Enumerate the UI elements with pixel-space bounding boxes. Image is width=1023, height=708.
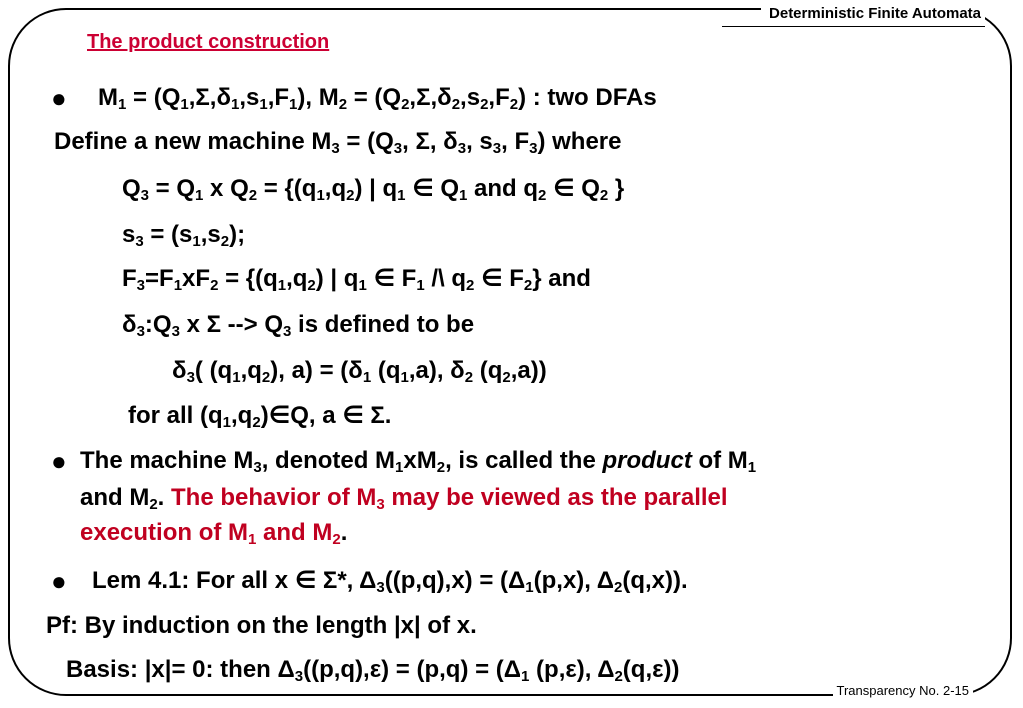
line-dfa-definitions: $M_1 = (Q_1,\Sigma,\delta_1,s_1,F_1)$, $M_2 = (Q_2,\Sigma,\delta_2,s_2,F_2)$ : two DFAs [98, 84, 657, 113]
line-product-2: and $M_2$. The behavior of $M_3$ may be viewed as the parallel [80, 484, 728, 513]
line-define-m3: Define a new machine $M_3 = (Q_3$, Σ, $\delta_3$, $s_3$, $F_3$) where [54, 128, 622, 157]
line-basis: Basis: |x|= 0: then $\Delta_3((p,q),\varepsilon) = (p,q) = (\Delta_1$ (p,ε), $\Delta_2(q,\varepsilon)$) [66, 656, 680, 685]
bullet-2: ● [51, 446, 67, 476]
line-lemma: Lem 4.1: For all x ∈ Σ*, $\Delta_3((p,q),x) = (\Delta_1(p,x)$, $\Delta_2(q,x)$). [92, 567, 688, 596]
bullet-1: ● [51, 83, 67, 113]
line-delta3-formula: $\delta_3$( $(q_1,q_2)$, $a) = (\delta_1$ $(q_1,a)$, $\delta_2$ $(q_2,a)$) [172, 357, 547, 386]
footer-label: Transparency No. 2-15 [833, 683, 973, 698]
line-q3: $Q_3 = Q_1$ x $Q_2 = \{(q_1,q_2)$ | $q_1$ ∈ $Q_1$ and $q_2$ ∈ $Q_2$ } [122, 175, 625, 204]
section-title: The product construction [87, 31, 330, 53]
line-product-3: execution of $M_1$ and $M_2$. [80, 519, 348, 548]
line-delta3: $\delta_3:Q_3$ x Σ --> $Q_3$ is defined to be [122, 311, 475, 340]
line-for-all: for all $(q_1,q_2)\in Q$, a ∈ Σ. [128, 402, 392, 431]
line-product-1: The machine $M_3$, denoted $M_1xM_2$, is called the product of $M_1$ [80, 447, 757, 476]
header-title: Deterministic Finite Automata [761, 5, 985, 24]
line-f3: $F_3=F_1xF_2 = \{(q_1,q_2)$ | $q_1$ ∈ $F_1$ /\ $q_2$ ∈ $F_2$} and [122, 265, 591, 294]
bullet-3: ● [51, 566, 67, 596]
header-rule [722, 26, 985, 27]
line-s3: $s_3 = (s_1,s_2)$; [122, 221, 246, 250]
line-proof: Pf: By induction on the length |x| of x. [46, 612, 477, 639]
